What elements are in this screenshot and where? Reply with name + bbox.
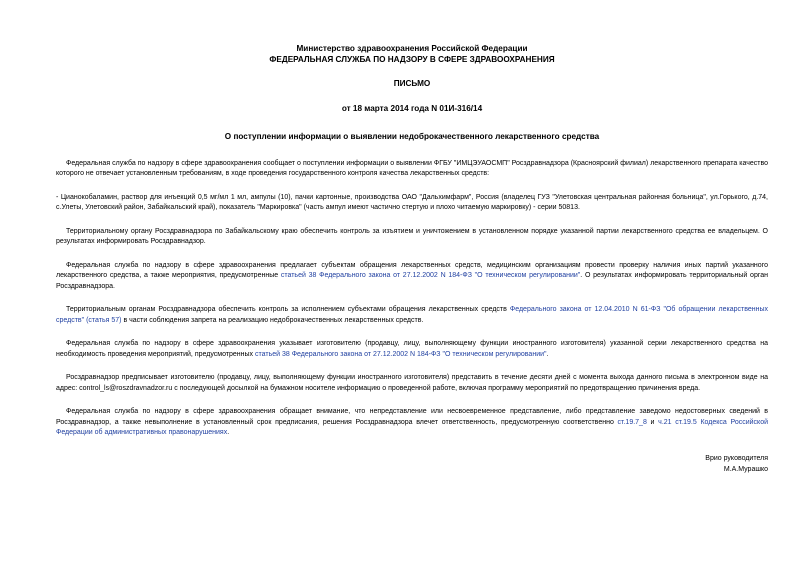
paragraph-6 <box>56 339 768 360</box>
paragraph-6-text-b: . <box>546 350 549 358</box>
paragraph-1: Федеральная служба по надзору в сфере здравоохранения сообщает о поступлении информации о выявлении ФГБУ "ИМЦЭУАОСМП" Росздравнадзора (Красноярский филиал) лекарственного препарата качество которого не отвечает установленным требованиям, в ходе проведения государственного контроля качества лекарственных средств: <box>56 159 768 177</box>
document-subject: О поступлении информации о выявлении недоброкачественного лекарственного средства <box>224 132 600 141</box>
paragraph-5-text-a: Территориальным органам Росздравнадзора обеспечить контроль за исполнением субъектами обращения лекарственных средств <box>66 306 510 313</box>
document-date-number: от 18 марта 2014 года N 01И-316/14 <box>341 103 483 113</box>
ministry-name: Министерство здравоохранения Российской Федерации <box>296 44 528 53</box>
paragraph-7: Росздравнадзор предписывает изготовителю (продавцу, лицу, выполняющему функции иностранного изготовителя) представить в течение десяти дней с момента выхода данного письма в электронном виде на адрес: control_ls@roszdravnadzor.ru с последующей досылкой на бумажном носителе информацию о проведенной работе, включая программу мероприятий по предотвращению причинения вреда. <box>56 374 768 392</box>
paragraph-8-text-a: Федеральная служба по надзору в сфере здравоохранения обращает внимание, что непредставление или несвоевременное представление, либо представление заведомо недостоверных сведений в Росздравнадзор, а также невыполнение в установленный срок предписания, решения Росздравнадзора влечет ответственность, предусмотренную соответственно <box>56 408 768 426</box>
document-type: ПИСЬМО <box>393 79 431 88</box>
law-184-fz-article-38-link[interactable]: статьей 38 Федерального закона от 27.12.2002 N 184-ФЗ "О техническом регулировании" <box>280 272 581 279</box>
koap-article-19-7-8-link[interactable]: ст.19.7_8 <box>617 418 647 426</box>
paragraph-5 <box>56 305 768 326</box>
paragraph-2-drug-item: - Цианокобаламин, раствор для инъекций 0,5 мг/мл 1 мл, ампулы (10), пачки картонные, производства ОАО "Дальхимфарм", Россия (владелец ГУЗ "Улетовская центральная районная больница", ул.Горького, д.74, с.Улеты, Улетовский район, Забайкальский край), показатель "Маркировка" (часть ампул имеют частично стертую и плохо читаемую маркировку) - серии 50813. <box>56 193 768 211</box>
paragraph-8-text-b: . <box>227 429 230 436</box>
document <box>56 44 768 475</box>
article-57-link[interactable]: (статья 57) <box>86 316 122 324</box>
signature-position: Врио руководителя <box>705 454 768 462</box>
service-name: ФЕДЕРАЛЬНАЯ СЛУЖБА ПО НАДЗОРУ В СФЕРЕ ЗДРАВООХРАНЕНИЯ <box>269 54 555 64</box>
koap-article-19-5-link[interactable]: ч.21 ст.19.5 Кодекса Российской Федерации об административных правонарушениях <box>56 418 769 436</box>
paragraph-8-text-mid: и <box>646 418 659 426</box>
signature-block <box>56 453 768 475</box>
paragraph-8 <box>56 407 768 439</box>
paragraph-4-text-a: Федеральная служба по надзору в сфере здравоохранения предлагает субъектам обращения лекарственных средств, медицинским организациям провести проверку наличия иных партий указанного лекарственного средства, а также мероприятия, предусмотренные <box>56 261 768 279</box>
paragraph-3: Территориальному органу Росздравнадзора по Забайкальскому краю обеспечить контроль за изъятием и уничтожением в установленном порядке указанной партии лекарственного средства ее владельцем. О результатах информировать Росздравнадзор. <box>56 227 768 245</box>
signature-name: М.А.Мурашко <box>723 465 768 473</box>
paragraph-4-text-b: . О результатах информировать территориальный орган Росздравнадзора. <box>56 272 768 290</box>
paragraph-4 <box>56 261 768 293</box>
law-61-fz-link[interactable]: Федерального закона от 12.04.2010 N 61-ФЗ "Об обращении лекарственных средств" <box>56 306 768 324</box>
paragraph-6-text-a: Федеральная служба по надзору в сфере здравоохранения указывает изготовителю (продавцу, лицу, выполняющему функции иностранного изготовителя) указанной серии лекарственного средства на необходимость проведения мероприятий, предусмотренных <box>56 340 768 358</box>
law-184-fz-article-38-link-2[interactable]: статьей 38 Федерального закона от 27.12.2002 N 184-ФЗ "О техническом регулировании" <box>255 350 547 358</box>
paragraph-5-text-b: в части соблюдения запрета на реализацию недоброкачественных лекарственных средств. <box>121 316 424 324</box>
